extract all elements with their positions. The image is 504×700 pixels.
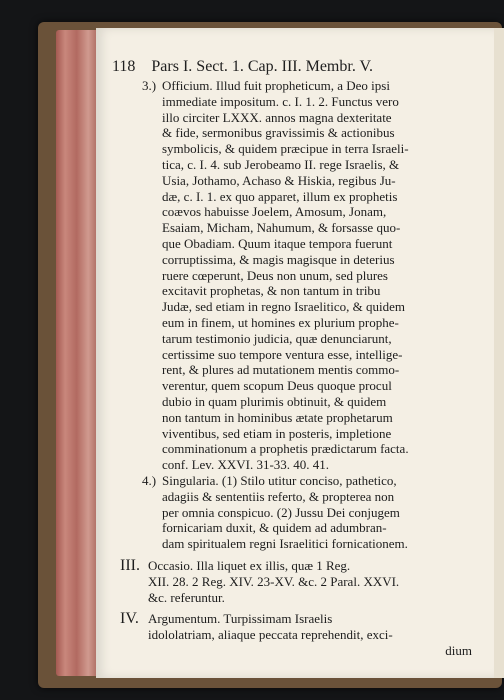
text-line: verentur, quem scopum Deus quoque procul [162,378,392,394]
running-header [112,58,373,76]
item-number: 4.) [142,472,157,488]
section-number: III. [120,556,140,574]
text-line: conf. Lev. XXVI. 31-33. 40. 41. [162,457,330,473]
page-number: 118 [112,58,136,75]
text-line: viventibus, sed etiam in posteris, impletione [162,425,392,441]
text-line: per omnia conspicuo. (2) Jussu Dei conjugem [162,504,400,520]
text-line: excitavit prophetas, & non tantum in tribu [162,283,381,299]
text-line: &c. referuntur. [148,589,225,605]
text-line: dubio in quam plurimis obtinuit, & quidem [162,393,387,409]
text-line: Singularia. (1) Stilo utitur conciso, pathetico, [162,472,397,488]
text-line: corruptissima, & magis magisque in deterius [162,251,395,267]
text-line: Judæ, sed etiam in regno Israelitico, & quidem [162,299,405,315]
text-line: tarum testimonio judicia, quæ denunciarunt, [162,330,392,346]
text-line: non tantum in hominibus ætate prophetarum [162,409,393,425]
text-line: dam spiritualem regni Israelitici fornicationem. [162,536,408,552]
item-4 [120,473,472,552]
text-line: Argumentum. Turpissimam Israelis [148,611,333,627]
text-line: Esaiam, Micham, Nahumum, & forsasse quo- [162,220,401,236]
section-number: IV. [120,610,139,628]
text-line: dium [445,642,472,658]
section-iii [120,558,472,605]
text-line: Officium. Illud fuit propheticum, a Deo ipsi [162,78,390,93]
text-line: ruere cœperunt, Deus non unum, sed plures [162,267,388,283]
text-line: immediate impositum. c. I. 1. 2. Functus vero [162,93,399,109]
text-line: & fide, sermonibus gravissimis & actionibus [162,125,395,141]
text-line: illo circiter LXXX. annos magna dexteritate [162,109,392,125]
item-3 [120,78,472,473]
text-line: tica, c. I. 4. sub Jerobeamo II. rege Israelis, & [162,156,400,172]
text-line: Usia, Jothamo, Achaso & Hiskia, regibus Ju- [162,172,396,188]
text-line: comminationum a prophetis prædictarum facta. [162,441,409,457]
page-text [120,78,472,659]
header-title: Pars I. Sect. 1. Cap. III. Membr. V. [151,58,374,75]
text-line: idololatriam, aliaque peccata reprehendit, exci- [148,627,393,643]
text-line: dæ, c. I. 1. ex quo apparet, illum ex prophetis [162,188,398,204]
text-line: eum in finem, ut homines ex plurium prophe- [162,314,399,330]
text-line: coævos habuisse Joelem, Amosum, Jonam, [162,204,387,220]
section-iv [120,611,472,658]
text-line: rent, & plures ad mutationem mentis commo- [162,362,400,378]
text-line: Occasio. Illa liquet ex illis, quæ 1 Reg. [148,557,351,573]
text-line: symbolicis, & quidem præcipue in terra Israeli- [162,141,409,157]
item-number: 3.) [142,78,157,93]
facing-page-edge [494,28,504,678]
text-line: adagiis & sententiis referto, & propterea non [162,488,395,504]
text-line: certissime suo tempore ventura esse, intellige- [162,346,403,362]
text-line: que Obadiam. Quum itaque tempora fuerunt [162,235,393,251]
text-line: XII. 28. 2 Reg. XIV. 23-XV. &c. 2 Paral. XXVI. [148,573,400,589]
text-line: fornicariam duxit, & quidem ad adumbran- [162,520,387,536]
